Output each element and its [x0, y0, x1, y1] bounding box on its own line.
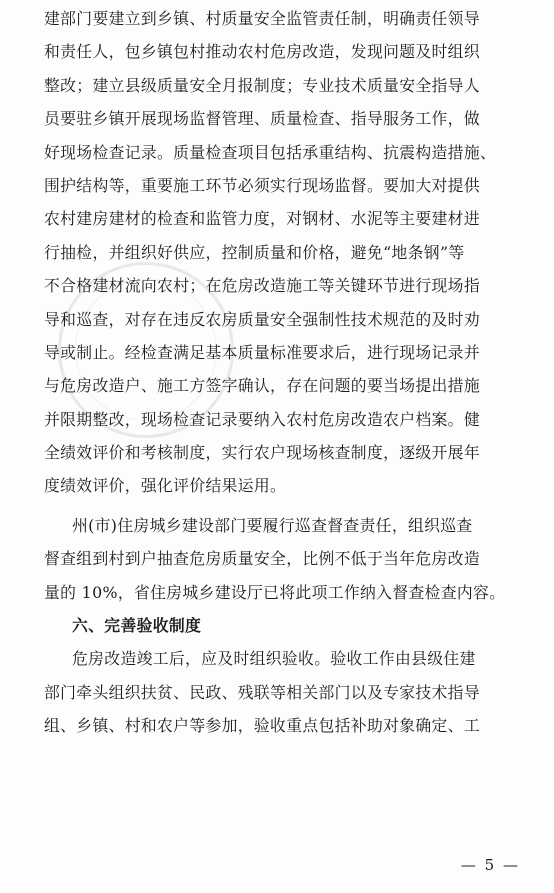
- text-line: 和责任人，包乡镇包村推动农村危房改造，发现问题及时组织: [44, 42, 480, 62]
- text-line: 员要驻乡镇开展现场监督管理、质量检查、指导服务工作，做: [44, 109, 480, 129]
- text-line: 农村建房建材的检查和监管力度，对钢材、水泥等主要建材进: [44, 209, 480, 229]
- text-line: 导或制止。经检查满足基本质量标准要求后，进行现场记录并: [44, 342, 480, 362]
- section-heading: 六、完善验收制度: [72, 616, 202, 636]
- paragraph-acceptance: [44, 642, 524, 742]
- text-line: 州(市)住房城乡建设部门要履行巡查督查责任，组织巡查: [72, 515, 473, 535]
- text-line: 并限期整改，现场检查记录要纳入农村危房改造农户档案。健: [44, 409, 480, 429]
- text-line: 导和巡查，对存在违反农房质量安全强制性技术规范的及时劝: [44, 309, 480, 329]
- text-line: 组、乡镇、村和农户等参加，验收重点包括补助对象确定、工: [44, 716, 480, 736]
- text-line: 围护结构等，重要施工环节必须实行现场监督。要加大对提供: [44, 175, 480, 195]
- text-line: 危房改造竣工后，应及时组织验收。验收工作由县级住建: [72, 649, 476, 669]
- text-line: 好现场检查记录。质量检查项目包括承重结构、抗震构造措施、: [44, 142, 497, 162]
- text-line: 不合格建材流向农村；在危房改造施工等关键环节进行现场指: [44, 276, 480, 296]
- text-line: 量的 10%，省住房城乡建设厅已将此项工作纳入督查检查内容。: [44, 582, 506, 602]
- text-line: 与危房改造户、施工方签字确认，存在问题的要当场提出措施: [44, 376, 480, 396]
- text-line: 行抽检，并组织好供应，控制质量和价格，避免“地条钢”等: [44, 242, 465, 262]
- text-line: 建部门要建立到乡镇、村质量安全监管责任制，明确责任领导: [44, 9, 480, 28]
- text-line: 全绩效评价和考核制度，实行农户现场核查制度，逐级开展年: [44, 443, 480, 463]
- paragraph-inspection: [44, 509, 524, 609]
- text-line: 度绩效评价，强化评价结果运用。: [44, 476, 287, 496]
- text-line: 督查组到村到户抽查危房质量安全，比例不低于当年危房改造: [44, 549, 480, 569]
- paragraph-continuation: [44, 2, 524, 503]
- page-number: — 5 —: [460, 856, 520, 874]
- document-body: [44, 2, 524, 743]
- text-line: 部门牵头组织扶贫、民政、残联等相关部门以及专家技术指导: [44, 682, 480, 702]
- text-line: 整改；建立县级质量安全月报制度；专业技术质量安全指导人: [44, 75, 480, 95]
